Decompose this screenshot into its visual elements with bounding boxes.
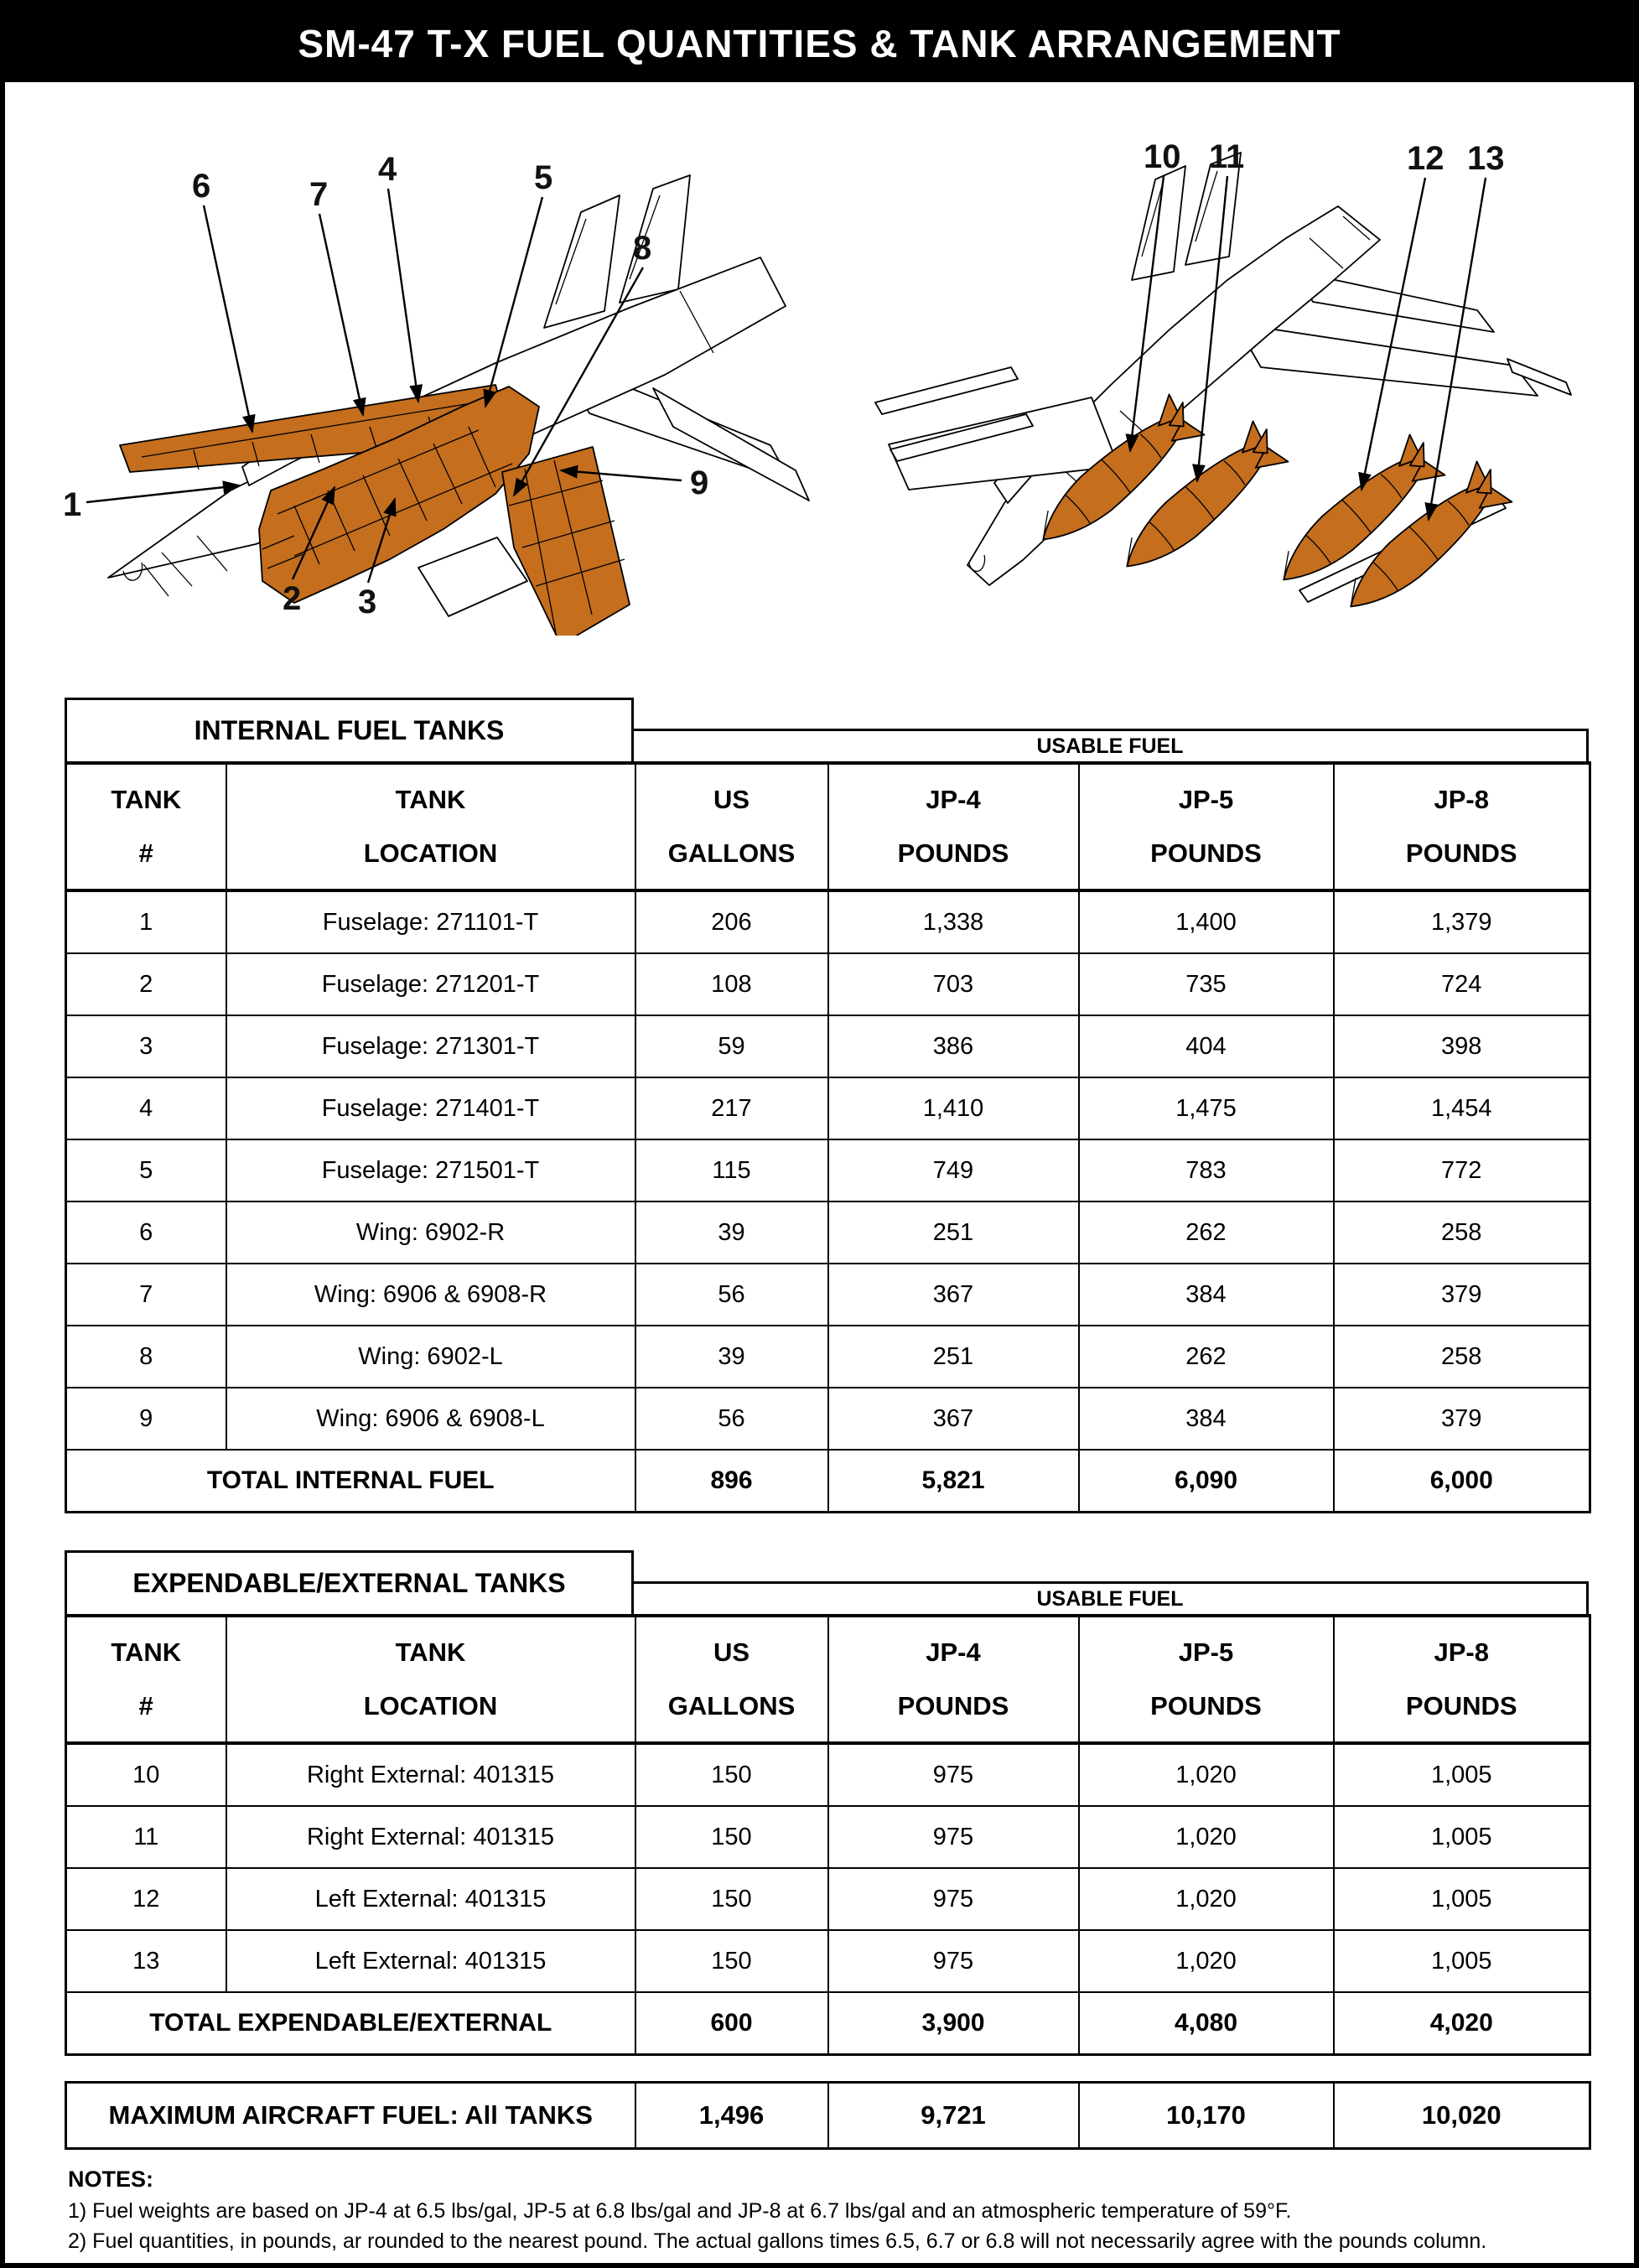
callout-5: 5 xyxy=(534,159,553,196)
table-row xyxy=(66,1077,1590,1139)
cell-gallons: 150 xyxy=(635,1930,828,1992)
near-stabilizer xyxy=(418,537,527,616)
total-label: TOTAL EXPENDABLE/EXTERNAL xyxy=(66,1992,635,2055)
col-header-tank-location: TANK LOCATION xyxy=(226,1616,635,1743)
callout-9: 9 xyxy=(690,464,709,501)
cell-jp8: 1,005 xyxy=(1334,1743,1590,1806)
internal-table-title-text: INTERNAL FUEL TANKS xyxy=(194,715,505,745)
cell-jp8: 772 xyxy=(1334,1139,1590,1201)
cell-jp5: 384 xyxy=(1079,1264,1334,1326)
title-bar xyxy=(5,5,1634,82)
external-tanks-aircraft-diagram xyxy=(843,116,1602,623)
callout-11: 11 xyxy=(1209,138,1245,175)
external-table-title-text: EXPENDABLE/EXTERNAL TANKS xyxy=(132,1568,566,1598)
table-row xyxy=(66,1868,1590,1930)
cell-gallons: 150 xyxy=(635,1868,828,1930)
cell-jp8: 258 xyxy=(1334,1201,1590,1264)
callout-leader xyxy=(388,189,418,402)
cell-gallons: 115 xyxy=(635,1139,828,1201)
fuel-tables-section xyxy=(5,698,1589,2257)
cell-jp8: 1,005 xyxy=(1334,1806,1590,1868)
cell-jp5: 404 xyxy=(1079,1015,1334,1077)
table-row xyxy=(66,1201,1590,1264)
cell-jp8: 379 xyxy=(1334,1388,1590,1450)
cell-jp8: 1,005 xyxy=(1334,1930,1590,1992)
cell-tank-number: 6 xyxy=(66,1201,226,1264)
cell-jp8: 1,379 xyxy=(1334,890,1590,953)
cell-tank-location: Fuselage: 271401-T xyxy=(226,1077,635,1139)
maximum-fuel-table xyxy=(65,2081,1591,2150)
internal-fuel-table xyxy=(65,761,1591,1513)
notes-heading: NOTES: xyxy=(68,2167,154,2192)
far-wing xyxy=(1236,324,1538,396)
cell-jp4: 251 xyxy=(828,1326,1079,1388)
col-header-jp4: JP-4 POUNDS xyxy=(828,763,1079,890)
cell-jp5: 1,475 xyxy=(1079,1077,1334,1139)
col-header-jp5: JP-5 POUNDS xyxy=(1079,1616,1334,1743)
maximum-fuel-label: MAXIMUM AIRCRAFT FUEL: All TANKS xyxy=(66,2083,635,2149)
cell-jp4: 749 xyxy=(828,1139,1079,1201)
page-title: SM-47 T-X FUEL QUANTITIES & TANK ARRANGEMENT xyxy=(298,22,1341,65)
cell-gallons: 217 xyxy=(635,1077,828,1139)
cell-jp4: 1,410 xyxy=(828,1077,1079,1139)
cell-tank-location: Wing: 6902-L xyxy=(226,1326,635,1388)
cell-tank-number: 4 xyxy=(66,1077,226,1139)
total-label: TOTAL INTERNAL FUEL xyxy=(66,1450,635,1513)
callout-4: 4 xyxy=(378,151,397,188)
cell-jp4: 367 xyxy=(828,1264,1079,1326)
cell-jp4: 1,338 xyxy=(828,890,1079,953)
column-header-row xyxy=(66,1616,1590,1743)
cell-tank-number: 2 xyxy=(66,953,226,1015)
cell-jp4: 367 xyxy=(828,1388,1079,1450)
maximum-jp5: 10,170 xyxy=(1079,2083,1334,2149)
callout-6: 6 xyxy=(192,168,211,205)
cell-jp8: 258 xyxy=(1334,1326,1590,1388)
table-row xyxy=(66,1264,1590,1326)
callout-10: 10 xyxy=(1144,138,1181,175)
callout-leader xyxy=(319,214,363,415)
total-internal-row xyxy=(66,1450,1590,1513)
cell-tank-location: Left External: 401315 xyxy=(226,1930,635,1992)
callout-leader xyxy=(204,205,252,432)
cell-jp8: 379 xyxy=(1334,1264,1590,1326)
callout-2: 2 xyxy=(283,580,302,617)
cell-jp5: 735 xyxy=(1079,953,1334,1015)
cell-jp4: 386 xyxy=(828,1015,1079,1077)
cell-tank-location: Fuselage: 271101-T xyxy=(226,890,635,953)
note-item-1: 1) Fuel weights are based on JP-4 at 6.5 lbs/gal, JP-5 at 6.8 lbs/gal and JP-8 at 6.7 lbs/gal and an atmospheric temperature of 59°F. xyxy=(68,2199,1292,2223)
cell-tank-number: 11 xyxy=(66,1806,226,1868)
total-jp4: 5,821 xyxy=(828,1450,1079,1513)
cell-tank-location: Wing: 6906 & 6908-L xyxy=(226,1388,635,1450)
maximum-jp4: 9,721 xyxy=(828,2083,1079,2149)
cell-jp5: 262 xyxy=(1079,1326,1334,1388)
col-header-jp8: JP-8 POUNDS xyxy=(1334,1616,1590,1743)
col-header-jp8: JP-8 POUNDS xyxy=(1334,763,1590,890)
external-fuel-table xyxy=(65,1614,1591,2056)
internal-fuel-section xyxy=(65,698,1589,1513)
table-row xyxy=(66,1743,1590,1806)
cell-jp4: 975 xyxy=(828,1930,1079,1992)
cell-jp5: 1,400 xyxy=(1079,890,1334,953)
table-row xyxy=(66,1139,1590,1201)
table-row xyxy=(66,1806,1590,1868)
usable-fuel-label xyxy=(634,1581,1589,1614)
maximum-fuel-row xyxy=(66,2083,1590,2149)
cell-gallons: 56 xyxy=(635,1388,828,1450)
cell-jp5: 384 xyxy=(1079,1388,1334,1450)
cell-tank-number: 13 xyxy=(66,1930,226,1992)
maximum-jp8: 10,020 xyxy=(1334,2083,1590,2149)
total-jp8: 4,020 xyxy=(1334,1992,1590,2055)
cell-jp8: 724 xyxy=(1334,953,1590,1015)
notes-section xyxy=(65,2167,1589,2257)
cell-tank-location: Wing: 6902-R xyxy=(226,1201,635,1264)
cell-gallons: 59 xyxy=(635,1015,828,1077)
cell-tank-location: Wing: 6906 & 6908-R xyxy=(226,1264,635,1326)
cell-gallons: 150 xyxy=(635,1743,828,1806)
callout-12: 12 xyxy=(1407,140,1444,177)
col-header-tank-number: TANK # xyxy=(66,763,226,890)
cell-tank-number: 12 xyxy=(66,1868,226,1930)
total-gallons: 600 xyxy=(635,1992,828,2055)
table-row xyxy=(66,1930,1590,1992)
table-row xyxy=(66,1015,1590,1077)
near-vertical-tail xyxy=(544,195,620,328)
cell-tank-number: 8 xyxy=(66,1326,226,1388)
cell-jp5: 1,020 xyxy=(1079,1806,1334,1868)
col-header-us-gallons: US GALLONS xyxy=(635,1616,828,1743)
external-table-header xyxy=(65,1550,1589,1614)
tank-arrangement-diagrams xyxy=(5,82,1634,679)
total-jp4: 3,900 xyxy=(828,1992,1079,2055)
cell-jp5: 1,020 xyxy=(1079,1868,1334,1930)
cell-gallons: 56 xyxy=(635,1264,828,1326)
cell-gallons: 150 xyxy=(635,1806,828,1868)
cell-tank-location: Right External: 401315 xyxy=(226,1743,635,1806)
callout-13: 13 xyxy=(1467,140,1505,177)
far-vertical-tail xyxy=(620,175,690,303)
cell-tank-location: Fuselage: 271301-T xyxy=(226,1015,635,1077)
internal-table-header xyxy=(65,698,1589,761)
total-external-row xyxy=(66,1992,1590,2055)
cell-jp5: 262 xyxy=(1079,1201,1334,1264)
cell-jp4: 703 xyxy=(828,953,1079,1015)
callout-3: 3 xyxy=(358,584,377,620)
table-row xyxy=(66,953,1590,1015)
table-row xyxy=(66,1326,1590,1388)
cell-tank-number: 5 xyxy=(66,1139,226,1201)
cell-jp8: 1,005 xyxy=(1334,1868,1590,1930)
cell-gallons: 39 xyxy=(635,1326,828,1388)
cell-jp8: 398 xyxy=(1334,1015,1590,1077)
column-header-row xyxy=(66,763,1590,890)
cell-tank-number: 1 xyxy=(66,890,226,953)
far-stabilizer xyxy=(653,388,809,501)
callout-8: 8 xyxy=(633,230,652,267)
total-gallons: 896 xyxy=(635,1450,828,1513)
callout-leader xyxy=(1362,178,1425,490)
col-header-jp5: JP-5 POUNDS xyxy=(1079,763,1334,890)
cell-jp4: 975 xyxy=(828,1868,1079,1930)
total-jp5: 6,090 xyxy=(1079,1450,1334,1513)
cell-jp4: 975 xyxy=(828,1743,1079,1806)
callout-1: 1 xyxy=(63,486,82,523)
cell-tank-number: 10 xyxy=(66,1743,226,1806)
cell-jp4: 975 xyxy=(828,1806,1079,1868)
col-header-us-gallons: US GALLONS xyxy=(635,763,828,890)
table-row xyxy=(66,1388,1590,1450)
cell-tank-number: 7 xyxy=(66,1264,226,1326)
cell-tank-location: Left External: 401315 xyxy=(226,1868,635,1930)
cell-tank-location: Fuselage: 271501-T xyxy=(226,1139,635,1201)
cell-tank-number: 3 xyxy=(66,1015,226,1077)
cell-jp8: 1,454 xyxy=(1334,1077,1590,1139)
total-jp8: 6,000 xyxy=(1334,1450,1590,1513)
cell-tank-location: Right External: 401315 xyxy=(226,1806,635,1868)
external-fuel-section xyxy=(65,1550,1589,2056)
usable-fuel-label xyxy=(634,729,1589,761)
cell-jp5: 1,020 xyxy=(1079,1930,1334,1992)
cell-tank-location: Fuselage: 271201-T xyxy=(226,953,635,1015)
missile-rail xyxy=(875,367,1018,414)
usable-fuel-label-text: USABLE FUEL xyxy=(1036,734,1184,758)
note-item-2: 2) Fuel quantities, in pounds, ar rounded to the nearest pound. The actual gallons times 6.5, 6.7 or 6.8 will not necessarily agree with the pounds column. xyxy=(68,2229,1487,2254)
internal-table-title xyxy=(65,698,634,761)
cell-gallons: 39 xyxy=(635,1201,828,1264)
cell-tank-number: 9 xyxy=(66,1388,226,1450)
cell-gallons: 108 xyxy=(635,953,828,1015)
maximum-gallons: 1,496 xyxy=(635,2083,828,2149)
internal-tanks-aircraft-diagram xyxy=(43,112,839,636)
total-jp5: 4,080 xyxy=(1079,1992,1334,2055)
cell-jp5: 1,020 xyxy=(1079,1743,1334,1806)
cell-jp4: 251 xyxy=(828,1201,1079,1264)
usable-fuel-label-text: USABLE FUEL xyxy=(1036,1586,1184,1611)
col-header-tank-location: TANK LOCATION xyxy=(226,763,635,890)
cell-gallons: 206 xyxy=(635,890,828,953)
callout-7: 7 xyxy=(309,176,329,213)
col-header-jp4: JP-4 POUNDS xyxy=(828,1616,1079,1743)
cell-jp5: 783 xyxy=(1079,1139,1334,1201)
table-row xyxy=(66,890,1590,953)
col-header-tank-number: TANK # xyxy=(66,1616,226,1743)
external-table-title xyxy=(65,1550,634,1614)
